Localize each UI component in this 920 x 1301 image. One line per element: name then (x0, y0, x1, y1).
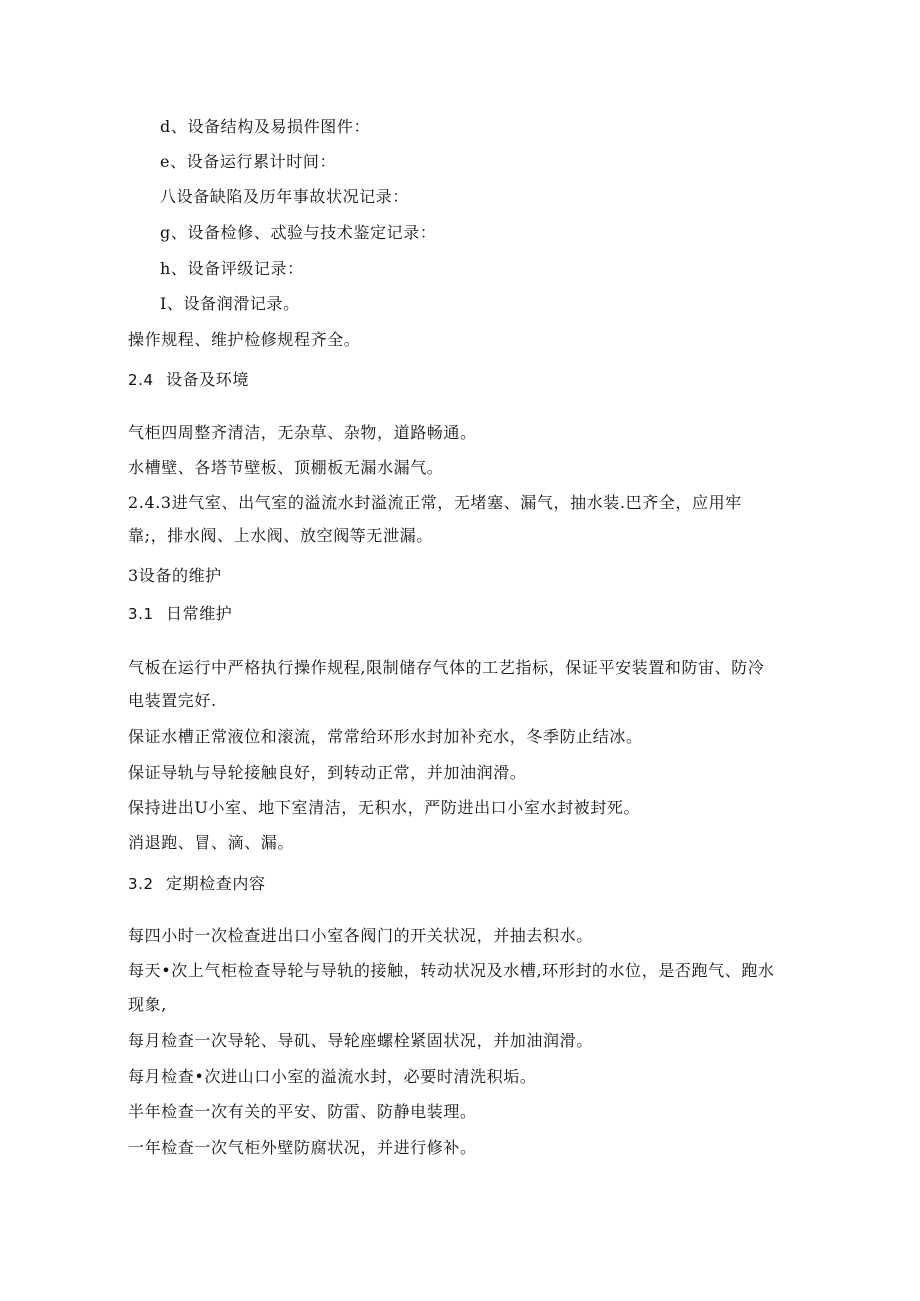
paragraph-line: 电装置完好. (128, 691, 217, 710)
record-item-h: h、设备评级记录： (160, 259, 304, 278)
chapter-heading-3: 3设备的维护 (128, 566, 222, 585)
paragraph-line: 气柜四周整齐清洁，无杂草、杂物，道路畅通。 (128, 423, 477, 442)
paragraph-line: 每月检查一次导轮、导矶、导轮座螺栓紧固状况，并加油润滑。 (128, 1031, 593, 1050)
paragraph-line: 半年检查一次有关的平安、防雷、防静电装理。 (128, 1102, 477, 1121)
section-heading-2-4 (128, 369, 249, 391)
section-number: 3.2 (128, 875, 154, 893)
section-title: 日常维护 (166, 604, 233, 623)
record-item-d: d、设备结构及易损件图件： (160, 117, 371, 136)
regulations-line: 操作规程、维护检修规程齐全。 (128, 330, 361, 349)
record-item-f: 八设备缺陷及历年事故状况记录： (160, 187, 410, 206)
section-number: 3.1 (128, 605, 154, 623)
paragraph-line: 气板在运行中严格执行操作规程,限制储存气体的工艺指标，保证平安装置和防宙、防冷 (128, 658, 765, 677)
section-number: 2.4 (128, 371, 154, 389)
record-item-g: g、设备检修、忒验与技术鉴定记录： (160, 223, 437, 242)
record-item-i: I、设备润滑记录。 (160, 294, 300, 313)
paragraph-line: 消退跑、冒、滴、漏。 (128, 833, 295, 852)
section-heading-3-2 (128, 873, 266, 895)
paragraph-line: 保持进出U小室、地下室清洁，无积水，严防进出口小室水封被封死。 (128, 798, 641, 817)
paragraph-line: 每四小时一次检查进出口小室各阀门的开关状况，并抽去积水。 (128, 926, 593, 945)
section-title: 设备及环境 (166, 370, 250, 389)
paragraph-line: 一年检查一次气柜外壁防腐状况，并进行修补。 (128, 1138, 477, 1157)
paragraph-line: 现象, (128, 995, 167, 1014)
paragraph-line: 每月检查•次进山口小室的溢流水封，必要时清洗积垢。 (128, 1067, 537, 1086)
paragraph-line: 每天•次上气柜检查导轮与导轨的接触，转动状况及水槽,环形封的水位，是否跑气、跑水 (128, 961, 775, 980)
section-heading-3-1 (128, 603, 232, 625)
paragraph-line: 保证导轨与导轮接触良好，到转动正常，并加油润滑。 (128, 763, 527, 782)
paragraph-line: 2.4.3进气室、出气室的溢流水封溢流正常，无堵塞、漏气，抽水装.巴齐全，应用牢 (128, 493, 742, 512)
paragraph-line: 保证水槽正常液位和滚流，常常给环形水封加补充水，冬季防止结冰。 (128, 727, 643, 746)
paragraph-line: 水槽壁、各塔节壁板、顶棚板无漏水漏气。 (128, 458, 444, 477)
section-title: 定期检查内容 (166, 874, 266, 893)
record-item-e: e、设备运行累计时间： (160, 152, 337, 171)
paragraph-line: 靠;，排水阀、上水阀、放空阀等无泄漏。 (128, 526, 433, 545)
